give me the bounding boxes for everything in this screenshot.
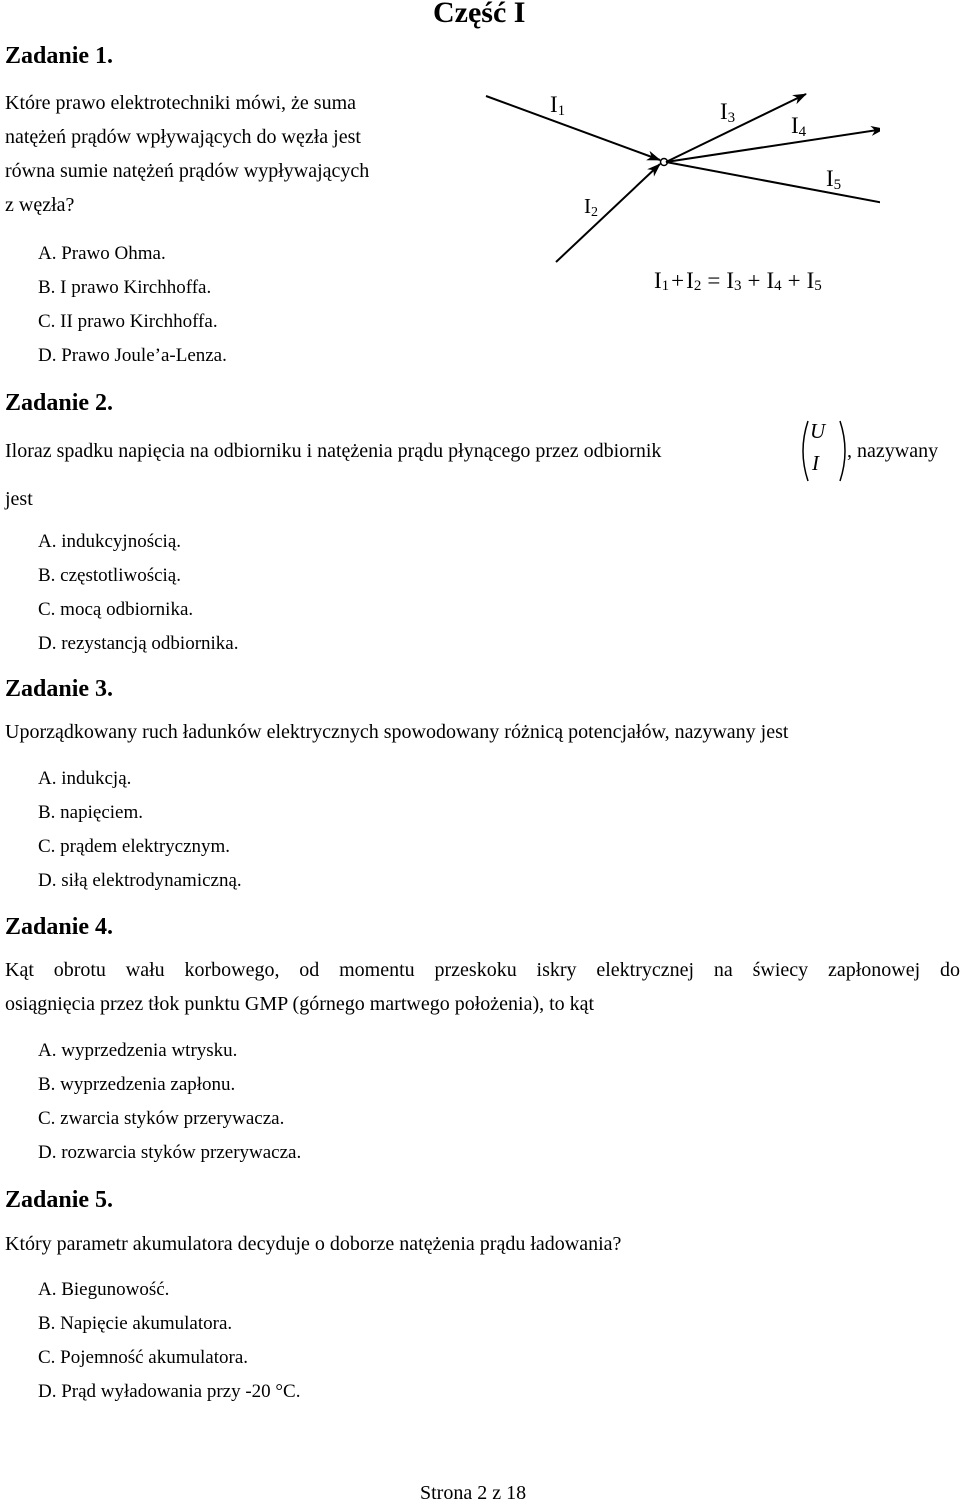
kirchhoff-node-diagram — [480, 82, 880, 302]
task-1-option-d[interactable]: D. Prawo Joule’a-Lenza. — [38, 345, 227, 366]
task-4-option-b[interactable]: B. wyprzedzenia zapłonu. — [38, 1074, 236, 1095]
label-i1: I1 — [550, 92, 566, 119]
task-1-question — [5, 86, 369, 222]
task-3-option-c[interactable]: C. prądem elektrycznym. — [38, 836, 231, 857]
task-1-question-line: natężeń prądów wpływających do węzła jest — [5, 126, 361, 148]
label-i3: I3 — [720, 99, 736, 126]
task-1-option-a[interactable]: A. Prawo Ohma. — [38, 243, 166, 264]
task-1-option-c[interactable]: C. II prawo Kirchhoffa. — [38, 311, 218, 332]
task-3-option-d[interactable]: D. siłą elektrodynamiczną. — [38, 870, 242, 891]
task-5-heading: Zadanie 5. — [5, 1187, 114, 1213]
label-i5: I5 — [826, 166, 842, 193]
task-3-option-a[interactable]: A. indukcją. — [38, 768, 132, 789]
fraction-numerator: U — [810, 419, 826, 443]
part-title: Część I — [433, 0, 526, 29]
current-i1-line — [486, 96, 660, 160]
page-number: Strona 2 z 18 — [420, 1482, 527, 1504]
label-i4: I4 — [791, 113, 807, 140]
task-4-heading: Zadanie 4. — [5, 914, 114, 940]
task-5-option-a[interactable]: A. Biegunowość. — [38, 1279, 170, 1300]
task-4-question — [5, 953, 960, 1021]
task-2-option-b[interactable]: B. częstotliwością. — [38, 565, 181, 586]
label-i2: I2 — [584, 194, 598, 220]
task-1-heading: Zadanie 1. — [5, 43, 114, 69]
task-2-question-cont: jest — [5, 488, 33, 510]
kirchhoff-equation: I1+I2 = I3 + I4 + I5 — [654, 268, 822, 294]
task-2-option-c[interactable]: C. mocą odbiornika. — [38, 599, 194, 620]
task-3-option-b[interactable]: B. napięciem. — [38, 802, 143, 823]
task-4-question-line: Kąt obrotu wału korbowego, od momentu przeskoku iskry elektrycznej na świecy zapłonowej do — [5, 959, 960, 981]
task-4-option-a[interactable]: A. wyprzedzenia wtrysku. — [38, 1040, 238, 1061]
task-2-option-a[interactable]: A. indukcyjnością. — [38, 531, 182, 552]
task-3-question: Uporządkowany ruch ładunków elektrycznych spowodowany różnicą potencjałów, nazywany jest — [5, 721, 789, 743]
task-2-question-suffix: , nazywany — [847, 440, 939, 462]
task-3-heading: Zadanie 3. — [5, 676, 114, 702]
task-1-question-line: równa sumie natężeń prądów wypływających — [5, 160, 370, 182]
task-2-question: Iloraz spadku napięcia na odbiorniku i natężenia prądu płynącego przez odbiornik — [5, 440, 662, 462]
task-1-option-b[interactable]: B. I prawo Kirchhoffa. — [38, 277, 212, 298]
task-2-heading: Zadanie 2. — [5, 390, 114, 416]
u-over-i-fraction — [800, 419, 848, 483]
task-5-question: Który parametr akumulatora decyduje o doborze natężenia prądu ładowania? — [5, 1233, 622, 1255]
task-5-option-c[interactable]: C. Pojemność akumulatora. — [38, 1347, 249, 1368]
task-1-question-line: z węzła? — [5, 194, 75, 216]
task-5-option-b[interactable]: B. Napięcie akumulatora. — [38, 1313, 233, 1334]
fraction-denominator: I — [812, 451, 819, 475]
task-1-question-line: Które prawo elektrotechniki mówi, że suma — [5, 92, 356, 114]
task-4-option-c[interactable]: C. zwarcia styków przerywacza. — [38, 1108, 285, 1129]
current-i5-line — [666, 162, 880, 210]
task-4-question-line: osiągnięcia przez tłok punktu GMP (górnego martwego położenia), to kąt — [5, 993, 595, 1015]
task-5-option-d[interactable]: D. Prąd wyładowania przy -20 °C. — [38, 1381, 301, 1402]
task-2-option-d[interactable]: D. rezystancją odbiornika. — [38, 633, 239, 654]
task-4-option-d[interactable]: D. rozwarcia styków przerywacza. — [38, 1142, 302, 1163]
current-i2-line — [556, 164, 660, 262]
